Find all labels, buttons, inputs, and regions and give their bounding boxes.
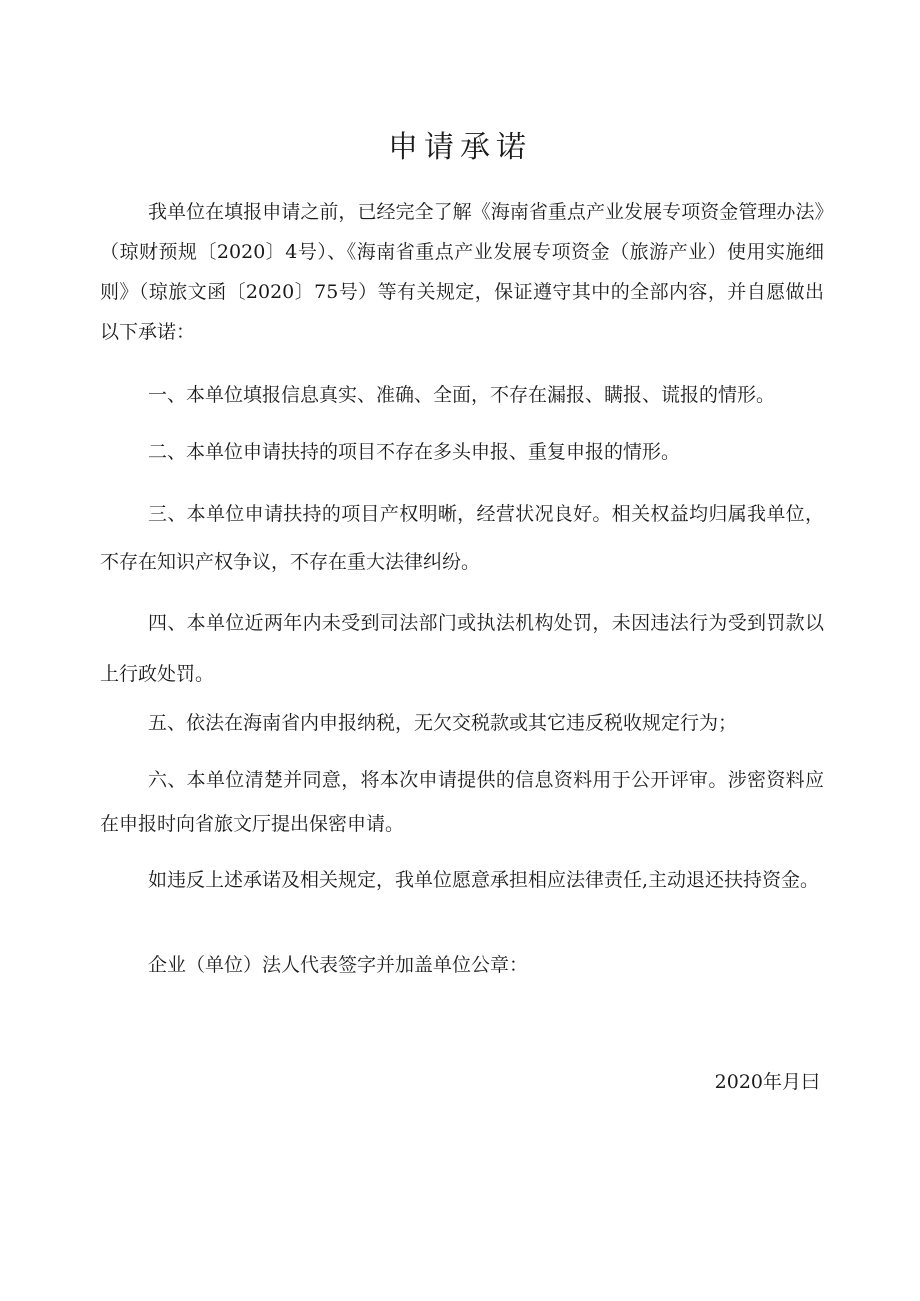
commitment-item-1: 一、本单位填报信息真实、准确、全面，不存在漏报、瞒报、谎报的情形。 bbox=[148, 384, 776, 406]
commitment-item-6: 六、本单位清楚并同意，将本次申请提供的信息资料用于公开评审。涉密资料应在申报时向省旅文厅提出保密申请。 bbox=[100, 769, 824, 835]
document-title: 申请承诺 bbox=[388, 130, 532, 165]
commitment-item-5: 五、依法在海南省内申报纳税，无欠交税款或其它违反税收规定行为； bbox=[148, 712, 738, 734]
signature-line: 企业（单位）法人代表签字并加盖单位公章： bbox=[148, 954, 529, 976]
commitment-item-3: 三、本单位申请扶持的项目产权明晰，经营状况良好。相关权益均归属我单位，不存在知识产权争议，不存在重大法律纠纷。 bbox=[100, 503, 824, 573]
commitment-item-2: 二、本单位申请扶持的项目不存在多头申报、重复申报的情形。 bbox=[148, 441, 681, 463]
intro-paragraph: 我单位在填报申请之前，已经完全了解《海南省重点产业发展专项资金管理办法》（琼财预规〔2020〕4号）、《海南省重点产业发展专项资金（旅游产业）使用实施细则》（琼旅文函〔2020〕75号）等有关规定，保证遵守其中的全部内容，并自愿做出以下承诺： bbox=[100, 201, 824, 343]
date-line: 2020年月曰 bbox=[714, 1071, 820, 1093]
commitment-item-4: 四、本单位近两年内未受到司法部门或执法机构处罚，未因违法行为受到罚款以上行政处罚。 bbox=[100, 612, 824, 685]
pledge-paragraph: 如违反上述承诺及相关规定，我单位愿意承担相应法律责任,主动退还扶持资金。 bbox=[148, 869, 820, 891]
